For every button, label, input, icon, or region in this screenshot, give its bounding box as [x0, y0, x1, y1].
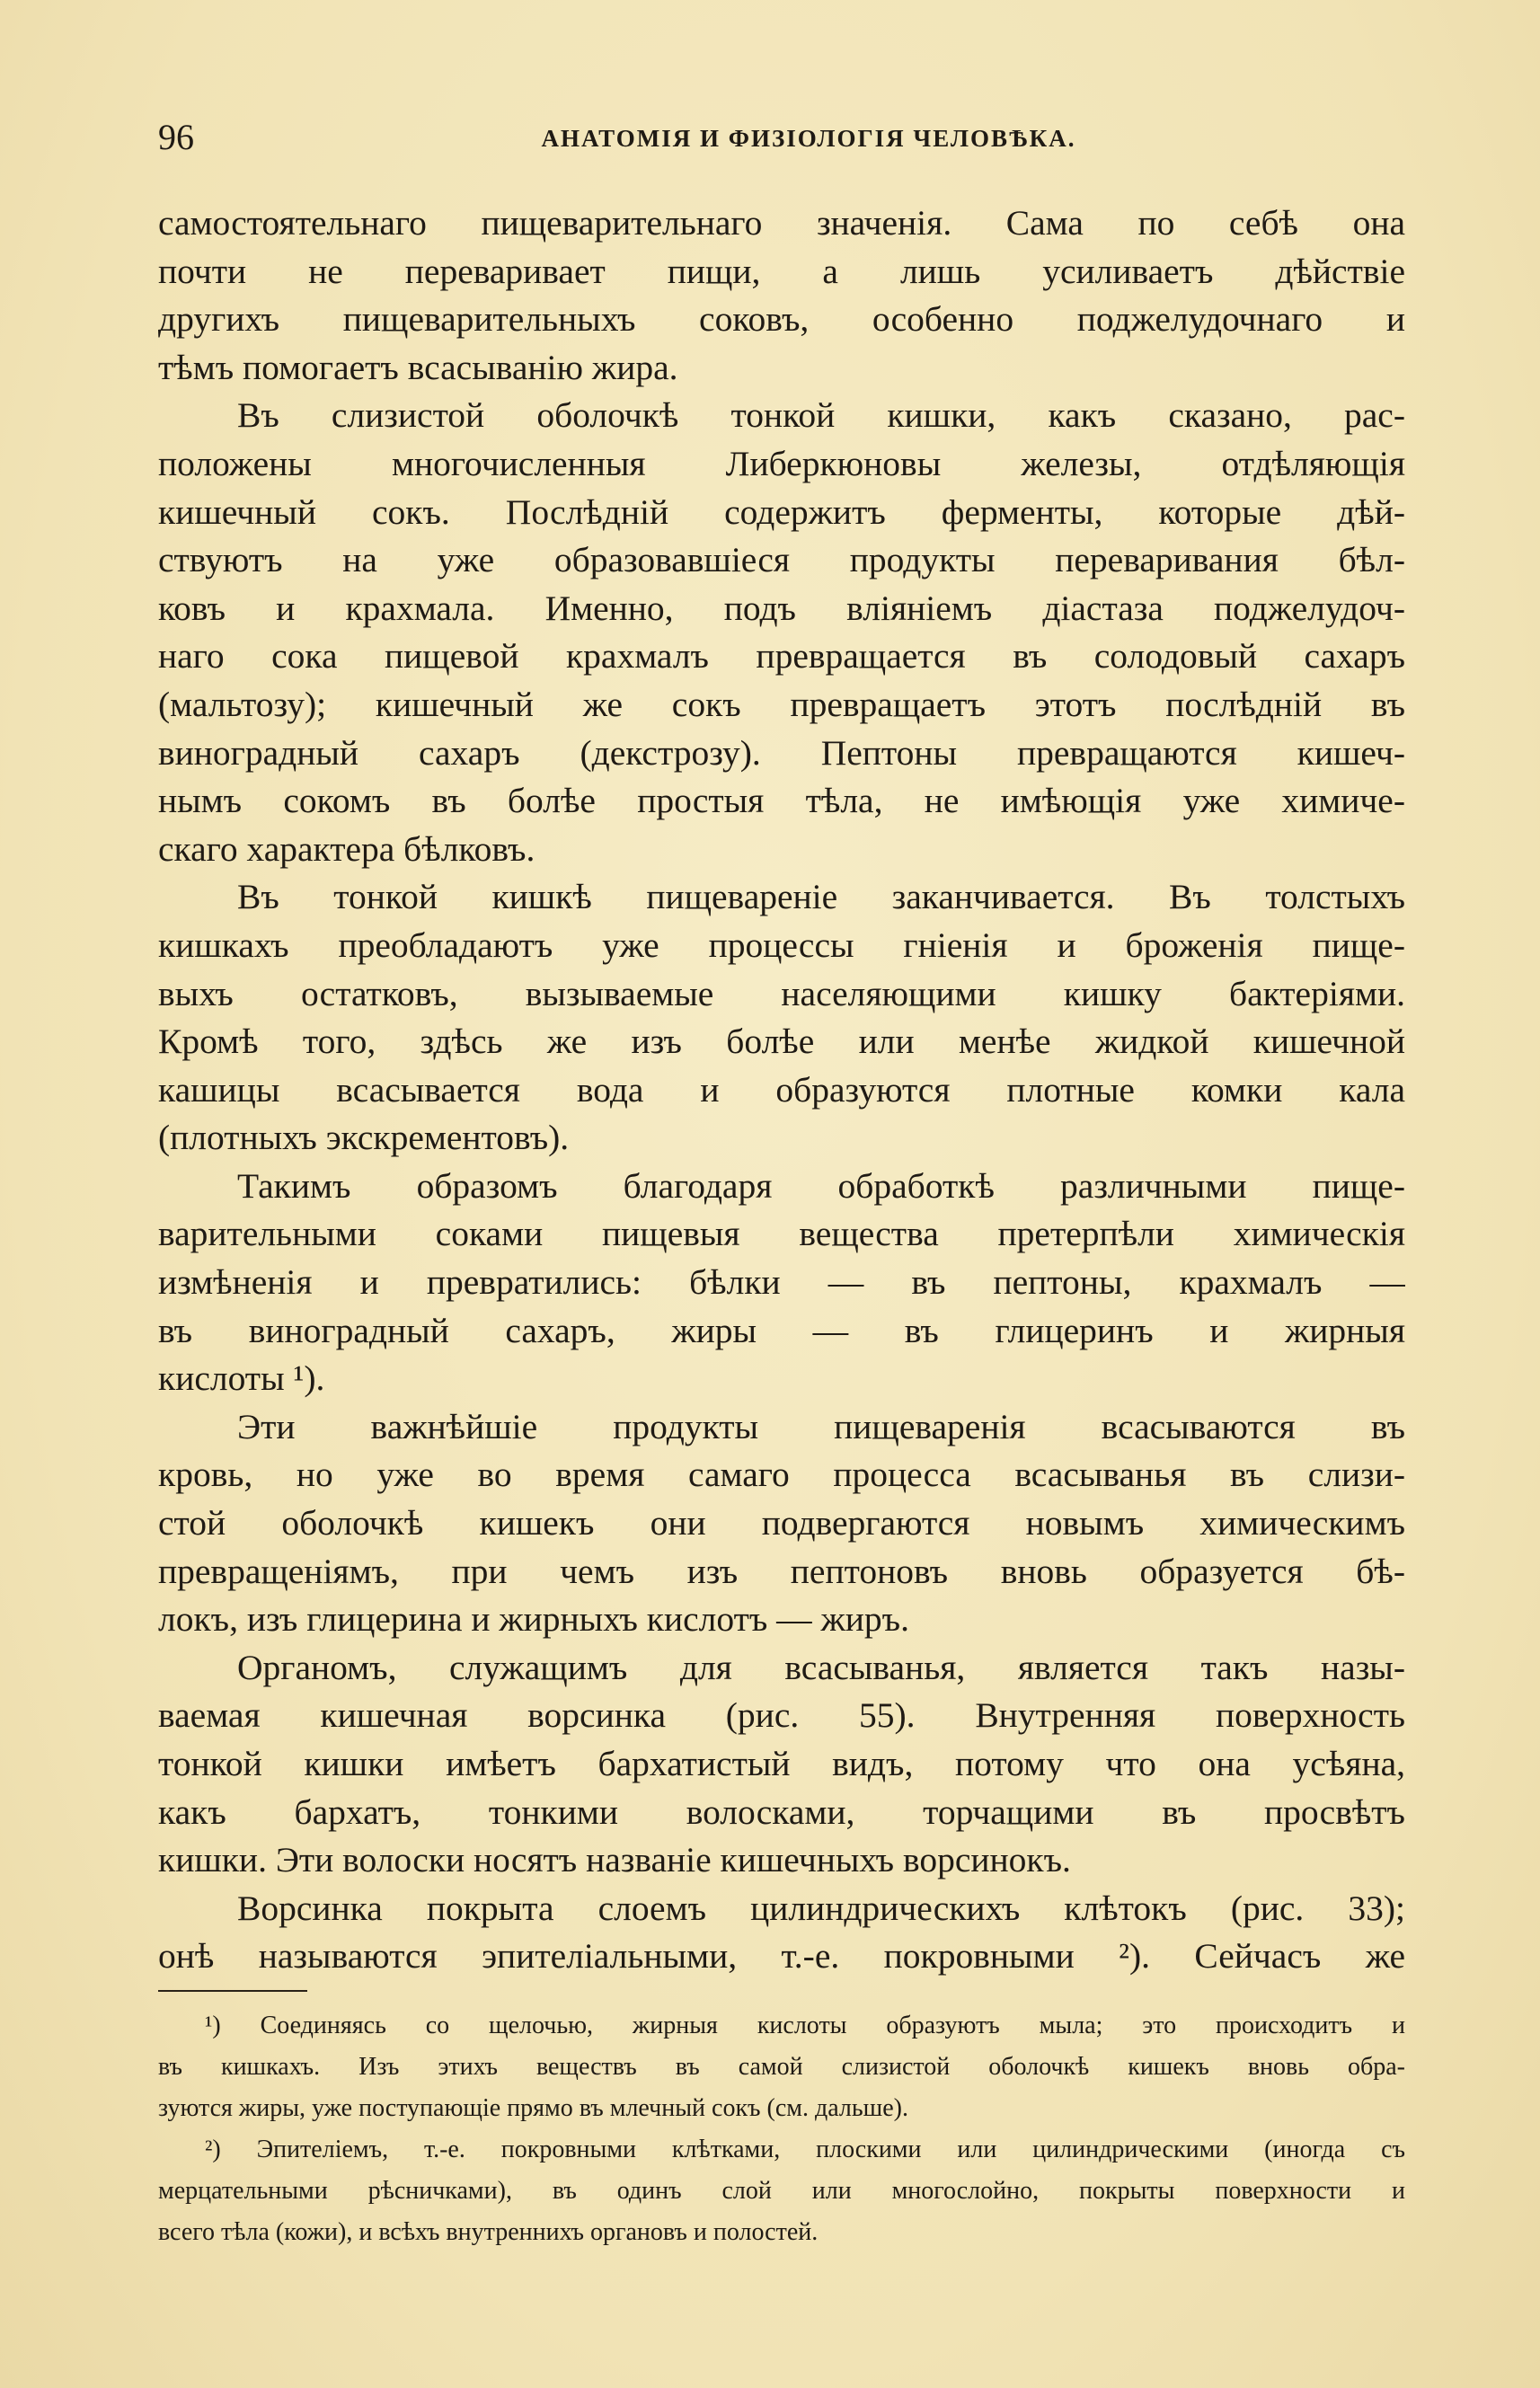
- running-title: АНАТОМІЯ И ФИЗІОЛОГІЯ ЧЕЛОВѢКА.: [541, 125, 1076, 152]
- text-line: локъ, изъ глицерина и жирныхъ кислотъ — жиръ.: [158, 1599, 909, 1640]
- text-line: Ворсинка покрыта слоемъ цилиндрическихъ клѣтокъ (рис. 33);: [237, 1888, 1405, 1928]
- text-line: Эти важнѣйшіе продукты пищеваренія всасываются въ: [237, 1406, 1405, 1446]
- text-line: выхъ остатковъ, вызываемые населяющими кишку бактеріями.: [158, 973, 1405, 1013]
- text-line: измѣненія и превратились: бѣлки — въ пептоны, крахмалъ —: [158, 1262, 1405, 1303]
- text-line: Въ тонкой кишкѣ пищевареніе заканчивается. Въ толстыхъ: [237, 877, 1405, 917]
- page-header: [158, 115, 1405, 160]
- footnote-line: ¹) Соединяясь со щелочью, жирныя кислоты образуютъ мыла; это происходитъ и: [205, 2012, 1405, 2039]
- text-line: варительными соками пищевыя вещества претерпѣли химическія: [158, 1214, 1405, 1254]
- footnote-divider: [158, 1990, 307, 1992]
- text-line: тонкой кишки имѣетъ бархатистый видъ, потому что она усѣяна,: [158, 1744, 1405, 1783]
- text-line: превращеніямъ, при чемъ изъ пептоновъ вновь образуется бѣ-: [158, 1551, 1405, 1591]
- text-line: Кромѣ того, здѣсь же изъ болѣе или менѣе жидкой кишечной: [158, 1022, 1405, 1062]
- text-line: (плотныхъ экскрементовъ).: [158, 1118, 570, 1158]
- text-line: какъ бархатъ, тонкими волосками, торчащими въ просвѣтъ: [158, 1791, 1405, 1832]
- text-line: самостоятельнаго пищеварительнаго значенія. Сама по себѣ она: [158, 203, 1405, 243]
- text-line: наго сока пищевой крахмалъ превращается въ солодовый сахаръ: [158, 636, 1405, 677]
- footnote-line: ²) Эпителіемъ, т.-е. покровными клѣтками, плоскими или цилиндрическими (иногда съ: [205, 2136, 1405, 2163]
- text-line: кишки. Эти волоски носятъ названіе кишечныхъ ворсинокъ.: [158, 1840, 1071, 1880]
- text-line: Органомъ, служащимъ для всасыванья, является такъ назы-: [237, 1647, 1405, 1687]
- text-line: кашицы всасывается вода и образуются плотные комки кала: [158, 1069, 1405, 1110]
- text-line: Такимъ образомъ благодаря обработкѣ различными пище-: [237, 1165, 1405, 1206]
- text-line: стой оболочкѣ кишекъ они подвергаются новымъ химическимъ: [158, 1503, 1405, 1543]
- text-line: скаго характера бѣлковъ.: [158, 828, 535, 869]
- text-line: другихъ пищеварительныхъ соковъ, особенно поджелудочнаго и: [158, 299, 1405, 340]
- text-line: почти не переваривает пищи, а лишь усиливаетъ дѣйствіе: [158, 251, 1405, 291]
- text-line: положены многочисленныя Либеркюновы железы, отдѣляющія: [158, 443, 1405, 483]
- text-line: въ виноградный сахаръ, жиры — въ глицеринъ и жирныя: [158, 1310, 1405, 1350]
- main-text: [158, 199, 1405, 1981]
- text-line: кишечный сокъ. Послѣдній содержитъ ферменты, которые дѣй-: [158, 491, 1405, 532]
- footnote-line: мерцательными рѣсничками), въ одинъ слой или многослойно, покрыты поверхности и: [158, 2177, 1405, 2205]
- text-line: кишкахъ преобладаютъ уже процессы гніенія и броженія пище-: [158, 924, 1405, 965]
- text-line: нымъ сокомъ въ болѣе простыя тѣла, не имѣющія уже химиче-: [158, 781, 1405, 821]
- text-line: виноградный сахаръ (декстрозу). Пептоны превращаются кишеч-: [158, 732, 1405, 773]
- text-line: Въ слизистой оболочкѣ тонкой кишки, какъ сказано, рас-: [237, 395, 1405, 436]
- text-line: ковъ и крахмала. Именно, подъ вліяніемъ діастаза поджелудоч-: [158, 588, 1405, 628]
- footnotes: [158, 2005, 1405, 2253]
- text-line: (мальтозу); кишечный же сокъ превращаетъ этотъ послѣдній въ: [158, 684, 1405, 724]
- page-number: 96: [158, 117, 194, 157]
- text-line: онѣ называются эпителіальными, т.-е. покровными ²). Сейчасъ же: [158, 1936, 1405, 1977]
- footnote-line: въ кишкахъ. Изъ этихъ веществъ въ самой слизистой оболочкѣ кишекъ вновь обра-: [158, 2053, 1405, 2081]
- footnote-line: зуются жиры, уже поступающіе прямо въ млечный сокъ (см. дальше).: [158, 2094, 908, 2122]
- text-line: тѣмъ помогаетъ всасыванію жира.: [158, 347, 678, 387]
- text-line: ствуютъ на уже образовавшіеся продукты переваривания бѣл-: [158, 540, 1405, 580]
- text-line: кислоты ¹).: [158, 1358, 325, 1399]
- text-line: ваемая кишечная ворсинка (рис. 55). Внутренняя поверхность: [158, 1695, 1405, 1736]
- footnote-line: всего тѣла (кожи), и всѣхъ внутреннихъ органовъ и полостей.: [158, 2218, 819, 2246]
- text-line: кровь, но уже во время самаго процесса всасыванья въ слизи-: [158, 1455, 1405, 1495]
